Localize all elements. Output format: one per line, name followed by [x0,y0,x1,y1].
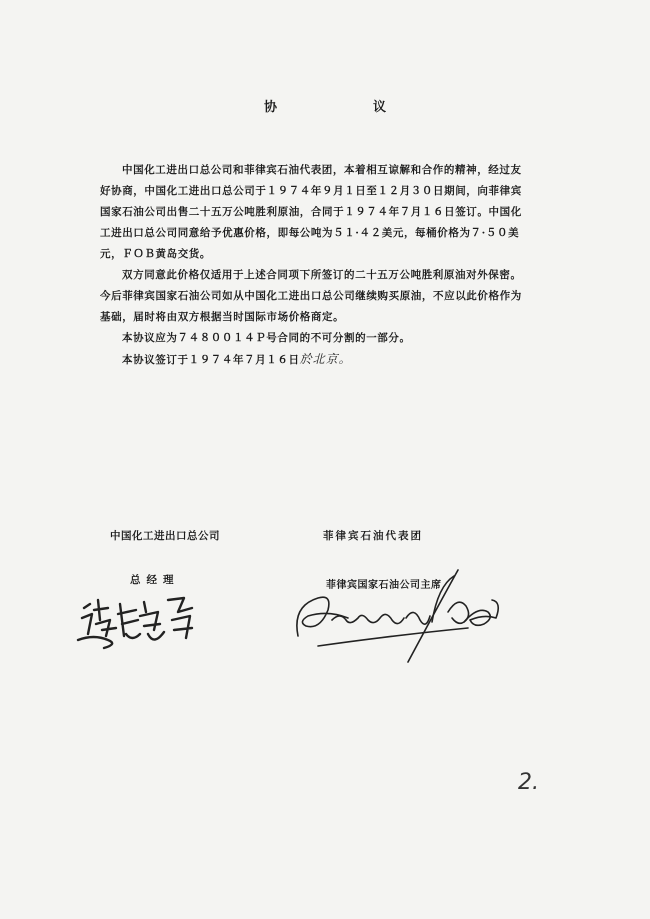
right-signatory-org: 菲律宾石油代表团 [323,530,423,542]
document-title [0,96,650,115]
left-signatory-title: 总经理 [130,574,180,586]
closing-line [100,349,530,371]
paragraph-3: 本协议应为７４８００１４Ｐ号合同的不可分割的一部分。 [122,332,411,344]
left-signature-image [74,590,204,654]
page-number: 2. [518,770,539,795]
title-char-1: 协 [263,100,277,115]
title-char-2: 议 [373,100,387,115]
paragraph-1: 中国化工进出口总公司和菲律宾石油代表团，本着相互谅解和合作的精神，经过友好协商，中国化工进出口总公司于１９７４年９月１日至１２月３０日期间，向菲律宾国家石油公司出售二十五万公吨胜利原油，合同于１９７４年７月１６日签订。中国化工进出口总公司同意给予优惠价格，即每公吨为５１·４２美元，每桶价格为７·５０美元，ＦＯＢ黄岛交货。 [100,164,522,260]
right-signatory-title: 菲律宾国家石油公司主席 [326,580,442,591]
closing-printed: 本协议签订于１９７４年７月１６日 [122,354,300,366]
agreement-body [100,160,530,371]
left-signatory-org: 中国化工进出口总公司 [110,530,220,542]
paragraph-2: 双方同意此价格仅适用于上述合同项下所签订的二十五万公吨胜利原油对外保密。今后菲律宾国家石油公司如从中国化工进出口总公司继续购买原油，不应以此价格作为基础，届时将由双方根据当时国际市场价格商定。 [100,269,522,323]
closing-handwritten: 於北京。 [299,352,352,366]
